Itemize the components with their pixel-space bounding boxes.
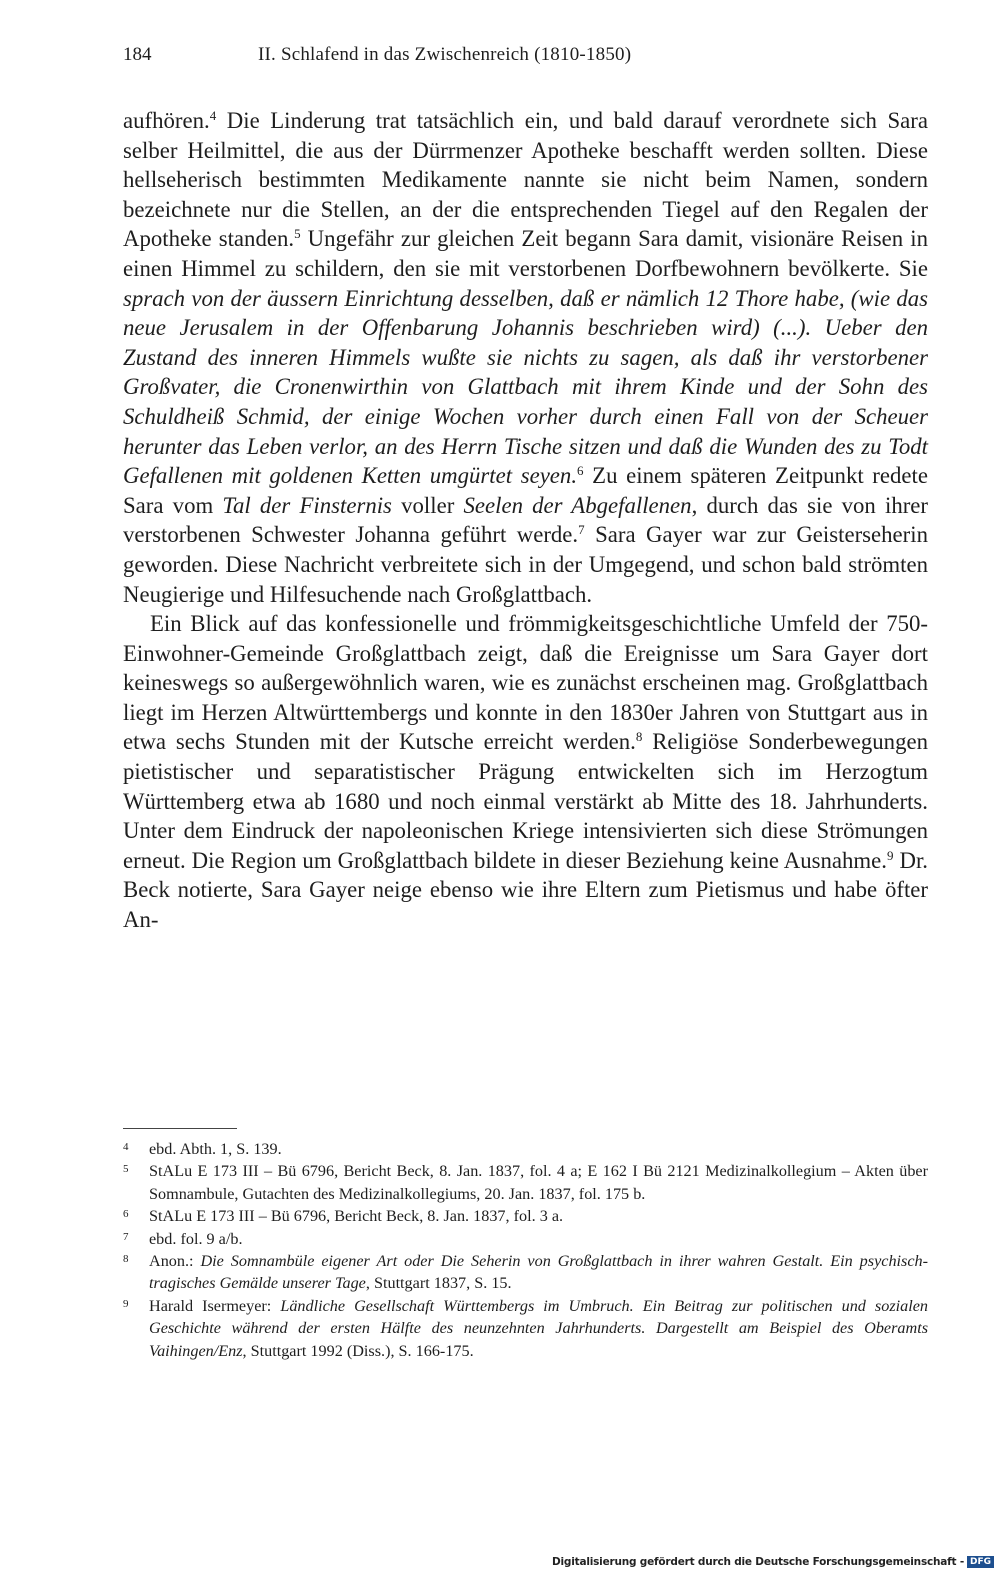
footnote-6: 6 StALu E 173 III – Bü 6796, Bericht Beck, 8. Jan. 1837, fol. 3 a.	[123, 1207, 564, 1226]
page-number: 184	[123, 44, 152, 65]
footnote-4: 4 ebd. Abth. 1, S. 139.	[123, 1140, 282, 1158]
main-text	[123, 106, 928, 935]
digitization-footer	[552, 1554, 994, 1570]
footnote-ref-6[interactable]: 6	[577, 463, 584, 479]
footnote-ref-7[interactable]: 7	[578, 522, 585, 538]
footnote-7: 7 ebd. fol. 9 a/b.	[123, 1229, 243, 1248]
page-header	[123, 44, 928, 76]
footnote-ref-9[interactable]: 9	[887, 847, 894, 863]
footnote-5: 5 StALu E 173 III – Bü 6796, Bericht Beck, 8. Jan. 1837, fol. 4 a; E 162 I Bü 2121 Medizinalkollegium – Akten über Somnambule, Gutachten des Medizinalkollegiums, 20. Jan. 1837, fol. 175 b.	[123, 1162, 928, 1203]
running-title: II. Schlafend in das Zwischenreich (1810-1850)	[258, 44, 632, 65]
footnote-ref-5[interactable]: 5	[294, 226, 301, 242]
footnote-9: 9 Harald Isermeyer: Ländliche Gesellschaft Württembergs im Umbruch. Ein Beitrag zur politischen und sozialen Geschichte während der ersten Hälfte des neunzehnten Jahrhunderts. Dargestellt am Beispiel des Oberamts Vaihingen/Enz, Stuttgart 1992 (Diss.), S. 166-175.	[123, 1296, 928, 1360]
footnote-ref-8[interactable]: 8	[635, 729, 643, 745]
footnotes	[123, 1138, 928, 1362]
footnote-8: 8 Anon.: Die Somnambüle eigener Art oder Die Seherin von Großglattbach in ihrer wahren Gestalt. Ein psychisch-tragisches Gemälde unserer Tage, Stuttgart 1837, S. 15.	[123, 1252, 928, 1293]
italic-quote: sprach von der äussern Einrichtung desselben, daß er nämlich 12 Thore habe, (wie das neue Jerusalem in der Offenbarung Johannis beschrieben wird) (...). Ueber den Zustand des inneren Himmels wußte sie nichts zu sagen, als daß ihr verstorbener Großvater, die Cronenwirthin von Glattbach mit ihrem Kinde und der Sohn des Schuldheiß Schmid, der einige Wochen vorher durch einen Fall von der Scheuer herunter das Leben verlor, an des Herrn Tische sitzen und daß die Wunden des zu Todt Gefallenen mit goldenen Ketten umgürtet seyen.	[123, 285, 928, 489]
dfg-logo: DFG	[967, 1556, 994, 1568]
footnote-divider	[123, 1128, 237, 1129]
digitization-note: Digitalisierung gefördert durch die Deutsche Forschungsgemeinschaft -	[552, 1556, 964, 1568]
paragraph-1: aufhören.$^4$ Die Linderung trat tatsächlich ein, und bald darauf verordnete sich Sara selber Heilmittel, die aus der Dürrmenzer Apotheke beschafft werden sollten. Diese hellseherisch bestimmten Medikamente nannte sie nicht beim Namen, sondern bezeichnete nur die Stellen, an der die entsprechenden Tiegel auf den Regalen der Apotheke standen.$^5$ Ungefähr zur gleichen Zeit begann Sara damit, visionäre Reisen in einen Himmel zu schildern, den sie mit verstorbenen Dorfbewohnern bevölkerte. Sie sprach von der äussern Einrichtung desselben, daß er nämlich 12 Thore habe, (wie das neue Jerusalem in der Offenbarung Johannis beschrieben wird) (...). Ueber den Zustand des inneren Himmels wußte sie nichts zu sagen, als daß ihr verstorbener Großvater, die Cronenwirthin von Glattbach mit ihrem Kinde und der Sohn des Schuldheiß Schmid, der einige Wochen vorher durch einen Fall von der Scheuer herunter das Leben verlor, an des Herrn Tische sitzen und daß die Wunden des zu Todt Gefallenen mit goldenen Ketten umgürtet seyen.$^6$ Zu einem späteren Zeitpunkt redete Sara vom Tal der Finsternis voller Seelen der Abgefallenen, durch das sie von ihrer verstorbenen Schwester Johanna geführt werde.$^7$ Sara Gayer war zur Geisterseherin geworden. Diese Nachricht verbreitete sich in der Umgegend, und schon bald strömten Neugierige und Hilfesuchende nach Großglattbach.	[123, 108, 929, 607]
paragraph-2: Ein Blick auf das konfessionelle und frömmigkeitsgeschichtliche Umfeld der 750-Einwohner-Gemeinde Großglattbach zeigt, daß die Ereignisse um Sara Gayer dort keineswegs so außergewöhnlich waren, wie es zunächst erscheinen mag. Großglattbach liegt im Herzen Altwürttembergs und konnte in den 1830er Jahren von Stuttgart aus in etwa sechs Stunden mit der Kutsche erreicht werden.$^8$ Religiöse Sonderbewegungen pietistischer und separatistischer Prägung entwickelten sich im Herzogtum Württemberg etwa ab 1680 und noch einmal verstärkt ab Mitte des 18. Jahrhunderts. Unter dem Eindruck der napoleonischen Kriege intensivierten sich diese Strömungen erneut. Die Region um Großglattbach bildete in dieser Beziehung keine Ausnahme.$^9$ Dr. Beck notierte, Sara Gayer neige ebenso wie ihre Eltern zum Pietismus und habe öfter An-	[123, 611, 928, 933]
footnote-ref-4[interactable]: 4	[209, 108, 217, 123]
